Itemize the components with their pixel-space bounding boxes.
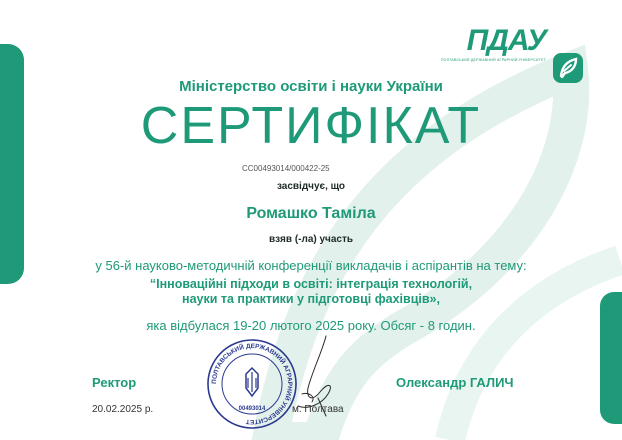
right-accent-bar [600,292,622,424]
certifies-text: засвідчує, що [276,181,346,192]
issue-city: м. Полтава [292,404,344,415]
conference-topic [0,277,622,306]
recipient-name: Ромашко Таміла [246,205,376,222]
rector-name: Олександр ГАЛИЧ [396,375,514,390]
topic-line-1: “Інноваційні підходи в освіті: інтеграція технологій, [149,277,473,291]
topic-line-2: науки та практики у підготовці фахівців», [182,291,440,306]
university-logo [442,20,602,72]
seal-text: ПОЛТАВСЬКИЙ ДЕРЖАВНИЙ АГРАРНИЙ УНІВЕРСИТЕТ [210,342,294,426]
ministry-heading: Міністерство освіти і науки України [179,78,443,95]
seal-code: 00493014 [238,406,266,412]
conference-text: у 56-й науково-методичній конференції викладачів і аспірантів на тему: [95,258,527,273]
logo-subtitle: ПОЛТАВСЬКИЙ ДЕРЖАВНИЙ АГРАРНИЙ УНІВЕРСИТЕТ [440,58,546,62]
issue-date: 20.02.2025 р. [92,404,154,415]
held-text: яка відбулася 19-20 лютого 2025 року. Обсяг - 8 годин. [146,318,476,333]
certificate-code: СС00493014/000422-25 [242,164,330,173]
certificate-title: СЕРТИФІКАТ [140,97,482,155]
logo-wordmark: ПДАУ [466,24,546,57]
participated-text: взяв (-ла) участь [268,234,354,245]
rector-title: Ректор [92,375,137,390]
